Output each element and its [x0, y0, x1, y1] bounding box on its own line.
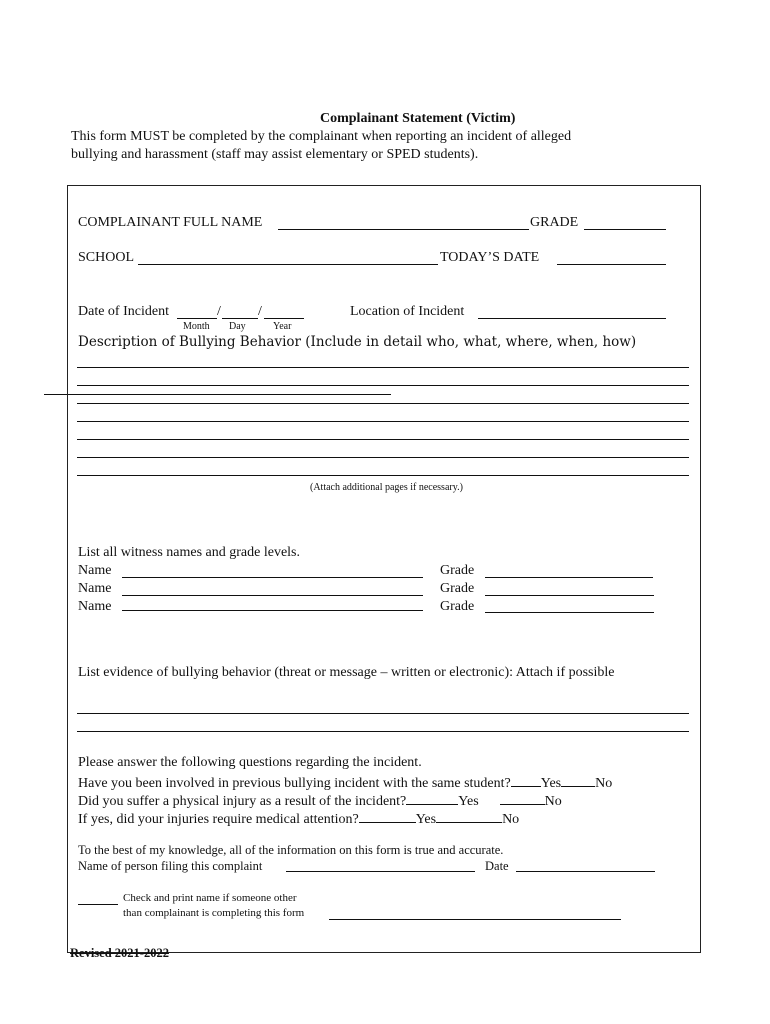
witness-grade-field[interactable]: [485, 595, 654, 596]
evidence-heading: List evidence of bullying behavior (threat or message – written or electronic): Attach if possible: [78, 665, 615, 680]
witness-grade-label: Grade: [440, 581, 475, 596]
evidence-line[interactable]: [77, 713, 689, 714]
day-caption: Day: [229, 321, 246, 332]
filer-date-label: Date: [485, 859, 509, 873]
incident-day-field[interactable]: [222, 318, 258, 319]
description-line[interactable]: [77, 475, 689, 476]
intro-text-line-2: bullying and harassment (staff may assist elementary or SPED students).: [71, 147, 479, 162]
witness-heading: List all witness names and grade levels.: [78, 545, 300, 560]
witness-grade-field[interactable]: [485, 577, 653, 578]
description-line[interactable]: [77, 385, 689, 386]
revised-note: Revised 2021-2022: [70, 946, 169, 960]
school-label: SCHOOL: [78, 250, 135, 265]
no-label: No: [595, 776, 613, 791]
attach-note: (Attach additional pages if necessary.): [310, 482, 463, 493]
form-box: [67, 185, 701, 953]
date-of-incident-label: Date of Incident: [78, 304, 169, 319]
witness-grade-label: Grade: [440, 563, 475, 578]
question-2-text: Did you suffer a physical injury as a result of the incident?: [78, 794, 407, 809]
incident-year-field[interactable]: [264, 318, 304, 319]
q3-yes-blank[interactable]: [359, 809, 416, 823]
questions-intro: Please answer the following questions regarding the incident.: [78, 755, 422, 770]
form-title: Complainant Statement (Victim): [320, 111, 516, 126]
description-line[interactable]: [77, 367, 689, 368]
date-separator-1: /: [217, 304, 221, 319]
todays-date-label: TODAY’S DATE: [440, 250, 540, 265]
proxy-check-line-2: than complainant is completing this form: [123, 907, 305, 919]
witness-name-field[interactable]: [122, 577, 423, 578]
no-label: No: [502, 812, 520, 827]
todays-date-field[interactable]: [557, 264, 666, 265]
yes-label: Yes: [540, 776, 562, 791]
question-2: [78, 791, 562, 810]
q2-yes-blank[interactable]: [406, 791, 458, 805]
witness-name-label: Name: [78, 563, 112, 578]
date-separator-2: /: [258, 304, 262, 319]
location-field[interactable]: [478, 318, 666, 319]
question-3-text: If yes, did your injuries require medical attention?: [78, 812, 359, 827]
question-1-text: Have you been involved in previous bullying incident with the same student?: [78, 776, 511, 791]
filer-date-field[interactable]: [516, 871, 655, 872]
school-field[interactable]: [138, 264, 438, 265]
witness-name-label: Name: [78, 599, 112, 614]
description-line[interactable]: [77, 457, 689, 458]
filer-name-label: Name of person filing this complaint: [78, 859, 263, 873]
witness-name-field[interactable]: [122, 610, 423, 611]
no-label: No: [544, 794, 562, 809]
proxy-name-field[interactable]: [329, 919, 621, 920]
description-line[interactable]: [77, 439, 689, 440]
grade-field[interactable]: [584, 229, 666, 230]
filer-name-field[interactable]: [286, 871, 475, 872]
witness-name-label: Name: [78, 581, 112, 596]
full-name-label: COMPLAINANT FULL NAME: [78, 215, 263, 230]
yes-label: Yes: [415, 812, 437, 827]
witness-grade-field[interactable]: [485, 612, 654, 613]
question-1: [78, 773, 612, 792]
incident-month-field[interactable]: [177, 318, 217, 319]
yes-label: Yes: [458, 794, 479, 809]
location-label: Location of Incident: [350, 304, 465, 319]
question-3: [78, 809, 519, 828]
description-label: Description of Bullying Behavior (Include in detail who, what, where, when, how): [78, 334, 637, 350]
proxy-check-line-1: Check and print name if someone other: [123, 892, 297, 904]
grade-label: GRADE: [530, 215, 579, 230]
description-line[interactable]: [77, 403, 689, 404]
proxy-check-field[interactable]: [78, 904, 118, 905]
month-caption: Month: [183, 321, 210, 332]
witness-name-field[interactable]: [122, 595, 423, 596]
q1-yes-blank[interactable]: [511, 773, 541, 787]
certification-statement: To the best of my knowledge, all of the information on this form is true and accurate.: [78, 843, 504, 857]
description-line[interactable]: [77, 421, 689, 422]
full-name-field[interactable]: [278, 229, 529, 230]
year-caption: Year: [273, 321, 292, 332]
q1-no-blank[interactable]: [561, 773, 595, 787]
q3-no-blank[interactable]: [436, 809, 502, 823]
q2-no-blank[interactable]: [500, 791, 545, 805]
evidence-line[interactable]: [77, 731, 689, 732]
intro-text-line-1: This form MUST be completed by the complainant when reporting an incident of alleged: [71, 129, 572, 144]
witness-grade-label: Grade: [440, 599, 475, 614]
